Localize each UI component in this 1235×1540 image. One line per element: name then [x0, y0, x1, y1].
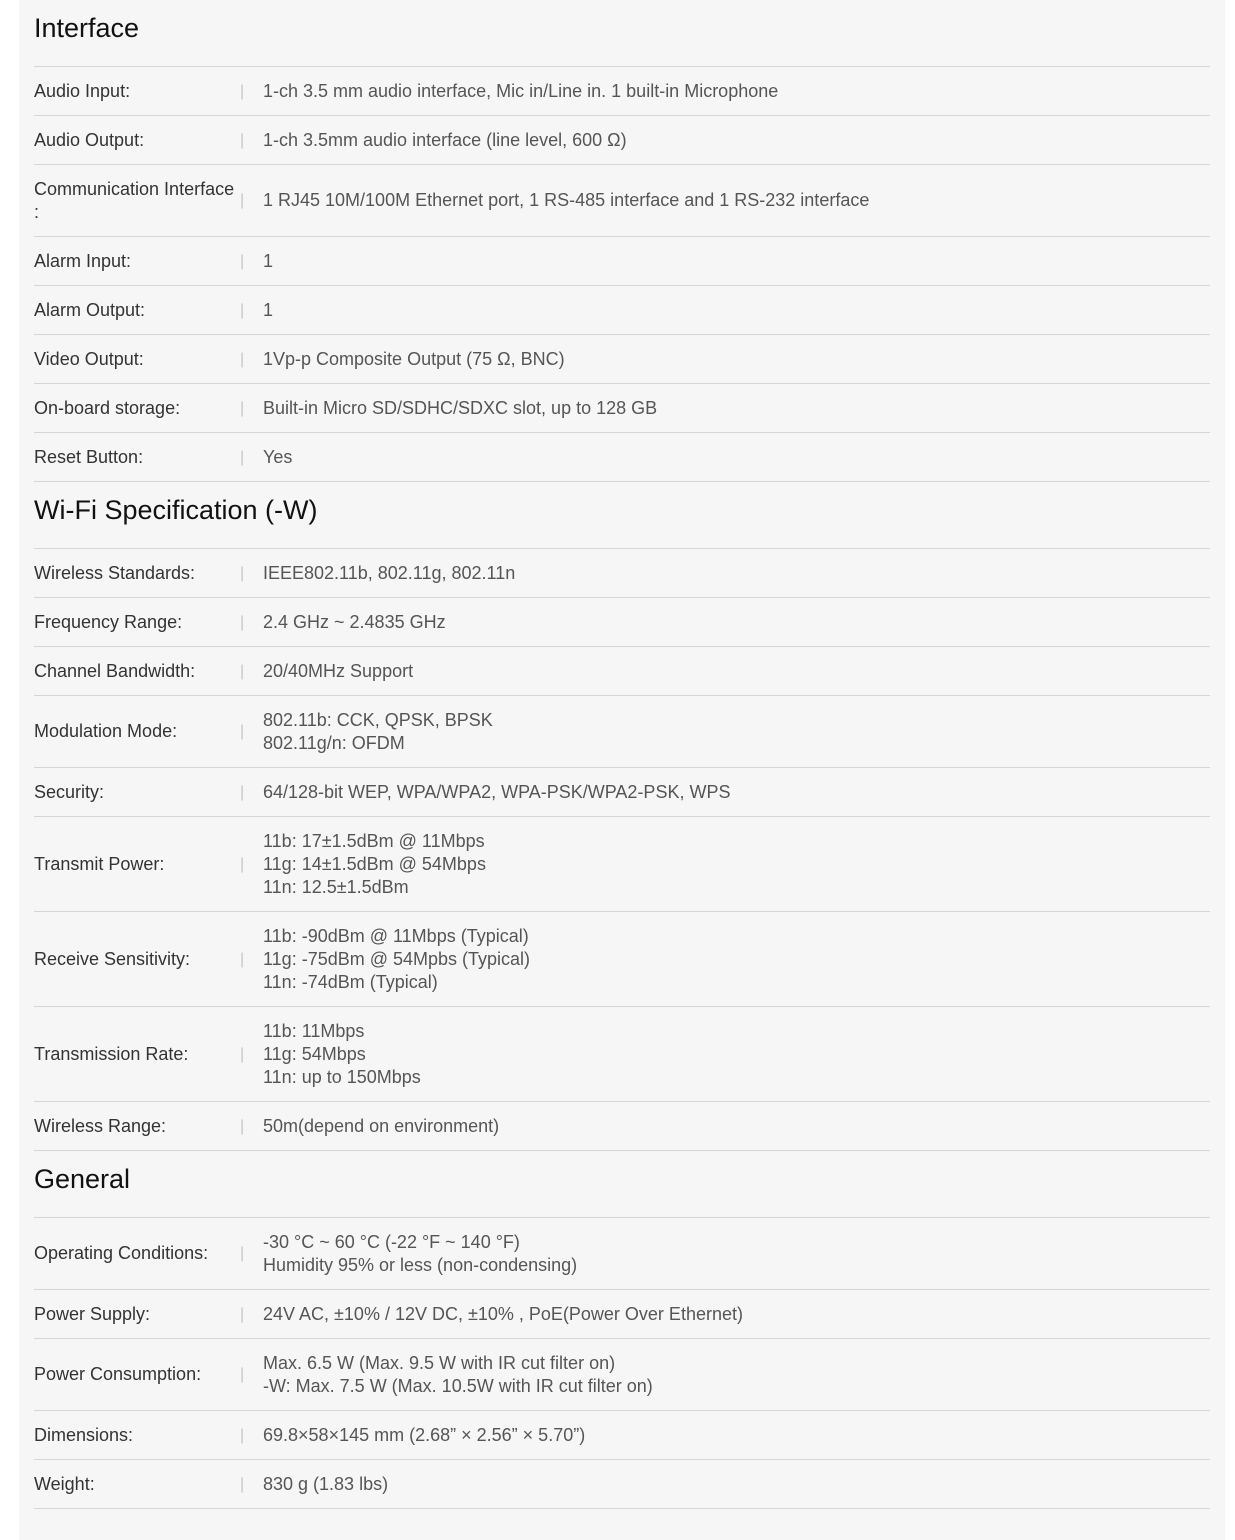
spec-separator: |	[240, 783, 245, 801]
spec-value-line: -30 °C ~ 60 °C (-22 °F ~ 140 °F)	[263, 1231, 520, 1252]
spec-value-line: 50m(depend on environment)	[263, 1115, 500, 1136]
spec-separator: |	[240, 855, 245, 873]
spec-value-line: Built-in Micro SD/SDHC/SDXC slot, up to 128 GB	[263, 397, 658, 418]
spec-label: Communication Interface :	[34, 178, 235, 222]
spec-row	[34, 116, 1210, 165]
spec-label: Wireless Range:	[34, 1115, 167, 1136]
spec-label: Alarm Output:	[34, 299, 146, 320]
spec-separator: |	[240, 301, 245, 319]
spec-separator: |	[240, 1366, 245, 1383]
spec-row	[34, 912, 1210, 1007]
spec-value	[263, 1020, 1210, 1089]
spec-separator: |	[240, 131, 245, 149]
spec-label: Audio Input:	[34, 80, 131, 101]
spec-separator: |	[240, 1305, 245, 1323]
spec-value-line: 1-ch 3.5 mm audio interface, Mic in/Line in. 1 built-in Microphone	[263, 80, 779, 101]
spec-value	[263, 80, 1210, 103]
spec-row	[34, 647, 1210, 696]
spec-separator: |	[240, 1245, 245, 1262]
spec-row	[34, 696, 1210, 768]
spec-separator: |	[240, 192, 245, 209]
spec-row	[34, 67, 1210, 116]
spec-row	[34, 768, 1210, 817]
spec-value-line: 11b: -90dBm @ 11Mbps (Typical)	[263, 925, 529, 946]
spec-value	[263, 1115, 1210, 1138]
spec-label: On-board storage:	[34, 397, 181, 418]
spec-separator: |	[240, 82, 245, 100]
spec-value	[263, 660, 1210, 683]
spec-value	[263, 1473, 1210, 1496]
spec-label: Operating Conditions:	[34, 1243, 209, 1263]
spec-value-line: 11g: 14±1.5dBm @ 54Mbps	[263, 853, 486, 874]
spec-row	[34, 165, 1210, 237]
spec-separator: |	[240, 252, 245, 270]
spec-value-line: 1-ch 3.5mm audio interface (line level, 600 Ω)	[263, 129, 627, 150]
spec-value-line: 1	[263, 299, 274, 320]
spec-content	[34, 0, 1210, 1509]
spec-value-line: 64/128-bit WEP, WPA/WPA2, WPA-PSK/WPA2-PSK, WPS	[263, 781, 731, 802]
section-title-interface: Interface	[34, 0, 1210, 67]
spec-separator: |	[240, 1426, 245, 1444]
spec-value-line: 69.8×58×145 mm (2.68” × 2.56” × 5.70”)	[263, 1424, 586, 1445]
spec-value	[263, 446, 1210, 469]
spec-value-line: 802.11g/n: OFDM	[263, 732, 405, 753]
spec-value-line: 2.4 GHz ~ 2.4835 GHz	[263, 611, 446, 632]
spec-value-line: 24V AC, ±10% / 12V DC, ±10% , PoE(Power Over Ethernet)	[263, 1303, 743, 1324]
spec-value-line: 1	[263, 250, 274, 271]
spec-label: Weight:	[34, 1473, 95, 1494]
spec-panel	[19, 0, 1225, 1540]
spec-row	[34, 817, 1210, 912]
spec-value-line: 1 RJ45 10M/100M Ethernet port, 1 RS-485 interface and 1 RS-232 interface	[263, 190, 870, 210]
spec-value-line: 11n: up to 150Mbps	[263, 1066, 421, 1087]
spec-value-line: Humidity 95% or less (non-condensing)	[263, 1254, 578, 1275]
spec-row	[34, 1460, 1210, 1509]
spec-label: Alarm Input:	[34, 250, 132, 271]
spec-value	[263, 925, 1210, 994]
spec-value-line: 11g: -75dBm @ 54Mpbs (Typical)	[263, 948, 531, 969]
spec-label: Reset Button:	[34, 446, 144, 467]
spec-value-line: IEEE802.11b, 802.11g, 802.11n	[263, 562, 516, 583]
spec-value-line: 1Vp-p Composite Output (75 Ω, BNC)	[263, 348, 565, 369]
spec-row	[34, 1339, 1210, 1411]
spec-separator: |	[240, 1475, 245, 1493]
spec-separator: |	[240, 662, 245, 680]
spec-value	[263, 129, 1210, 152]
spec-value	[263, 611, 1210, 634]
spec-value	[263, 562, 1210, 585]
spec-separator: |	[240, 1045, 245, 1063]
spec-row	[34, 1290, 1210, 1339]
spec-value	[263, 1424, 1210, 1447]
spec-label: Power Consumption:	[34, 1364, 202, 1384]
spec-value	[263, 1352, 1210, 1398]
spec-row	[34, 335, 1210, 384]
spec-separator: |	[240, 1117, 245, 1135]
spec-label: Dimensions:	[34, 1424, 134, 1445]
spec-separator: |	[240, 950, 245, 968]
spec-value	[263, 397, 1210, 420]
spec-value	[263, 1303, 1210, 1326]
spec-value-line: Yes	[263, 446, 293, 467]
spec-value	[263, 250, 1210, 273]
spec-label: Audio Output:	[34, 129, 145, 150]
spec-value-line: 11b: 11Mbps	[263, 1020, 365, 1041]
spec-separator: |	[240, 613, 245, 631]
spec-value	[263, 189, 1210, 212]
section-title-general: General	[34, 1151, 1210, 1218]
spec-label: Power Supply:	[34, 1303, 151, 1324]
spec-row	[34, 1102, 1210, 1151]
spec-value-line: 11b: 17±1.5dBm @ 11Mbps	[263, 830, 485, 851]
spec-label: Frequency Range:	[34, 611, 183, 632]
spec-value-line: Max. 6.5 W (Max. 9.5 W with IR cut filter on)	[263, 1352, 616, 1373]
spec-value-line: 11n: 12.5±1.5dBm	[263, 876, 409, 897]
spec-value	[263, 830, 1210, 899]
spec-separator: |	[240, 564, 245, 582]
spec-separator: |	[240, 448, 245, 466]
spec-row	[34, 1411, 1210, 1460]
spec-value-line: 830 g (1.83 lbs)	[263, 1473, 389, 1494]
spec-value	[263, 299, 1210, 322]
spec-row	[34, 598, 1210, 647]
spec-value-line: 802.11b: CCK, QPSK, BPSK	[263, 709, 493, 730]
spec-value-line: 11g: 54Mbps	[263, 1043, 366, 1064]
spec-label: Receive Sensitivity:	[34, 948, 191, 969]
spec-value-line: 20/40MHz Support	[263, 660, 414, 681]
spec-value	[263, 348, 1210, 371]
spec-label: Wireless Standards:	[34, 562, 196, 583]
spec-label: Video Output:	[34, 348, 144, 369]
spec-value	[263, 781, 1210, 804]
spec-label: Transmit Power:	[34, 853, 165, 874]
spec-row	[34, 549, 1210, 598]
spec-label: Security:	[34, 781, 105, 802]
spec-row	[34, 1218, 1210, 1290]
spec-separator: |	[240, 723, 245, 740]
section-title-wifi: Wi-Fi Specification (-W)	[34, 482, 1210, 549]
spec-value	[263, 1231, 1210, 1277]
spec-label: Modulation Mode:	[34, 721, 178, 741]
spec-row	[34, 1007, 1210, 1102]
spec-label: Channel Bandwidth:	[34, 660, 196, 681]
spec-row	[34, 384, 1210, 433]
spec-row	[34, 286, 1210, 335]
spec-row	[34, 237, 1210, 286]
spec-value-line: -W: Max. 7.5 W (Max. 10.5W with IR cut filter on)	[263, 1375, 653, 1396]
spec-label: Transmission Rate:	[34, 1043, 189, 1064]
spec-row	[34, 433, 1210, 482]
spec-separator: |	[240, 350, 245, 368]
spec-value-line: 11n: -74dBm (Typical)	[263, 971, 438, 992]
spec-separator: |	[240, 399, 245, 417]
spec-value	[263, 709, 1210, 755]
